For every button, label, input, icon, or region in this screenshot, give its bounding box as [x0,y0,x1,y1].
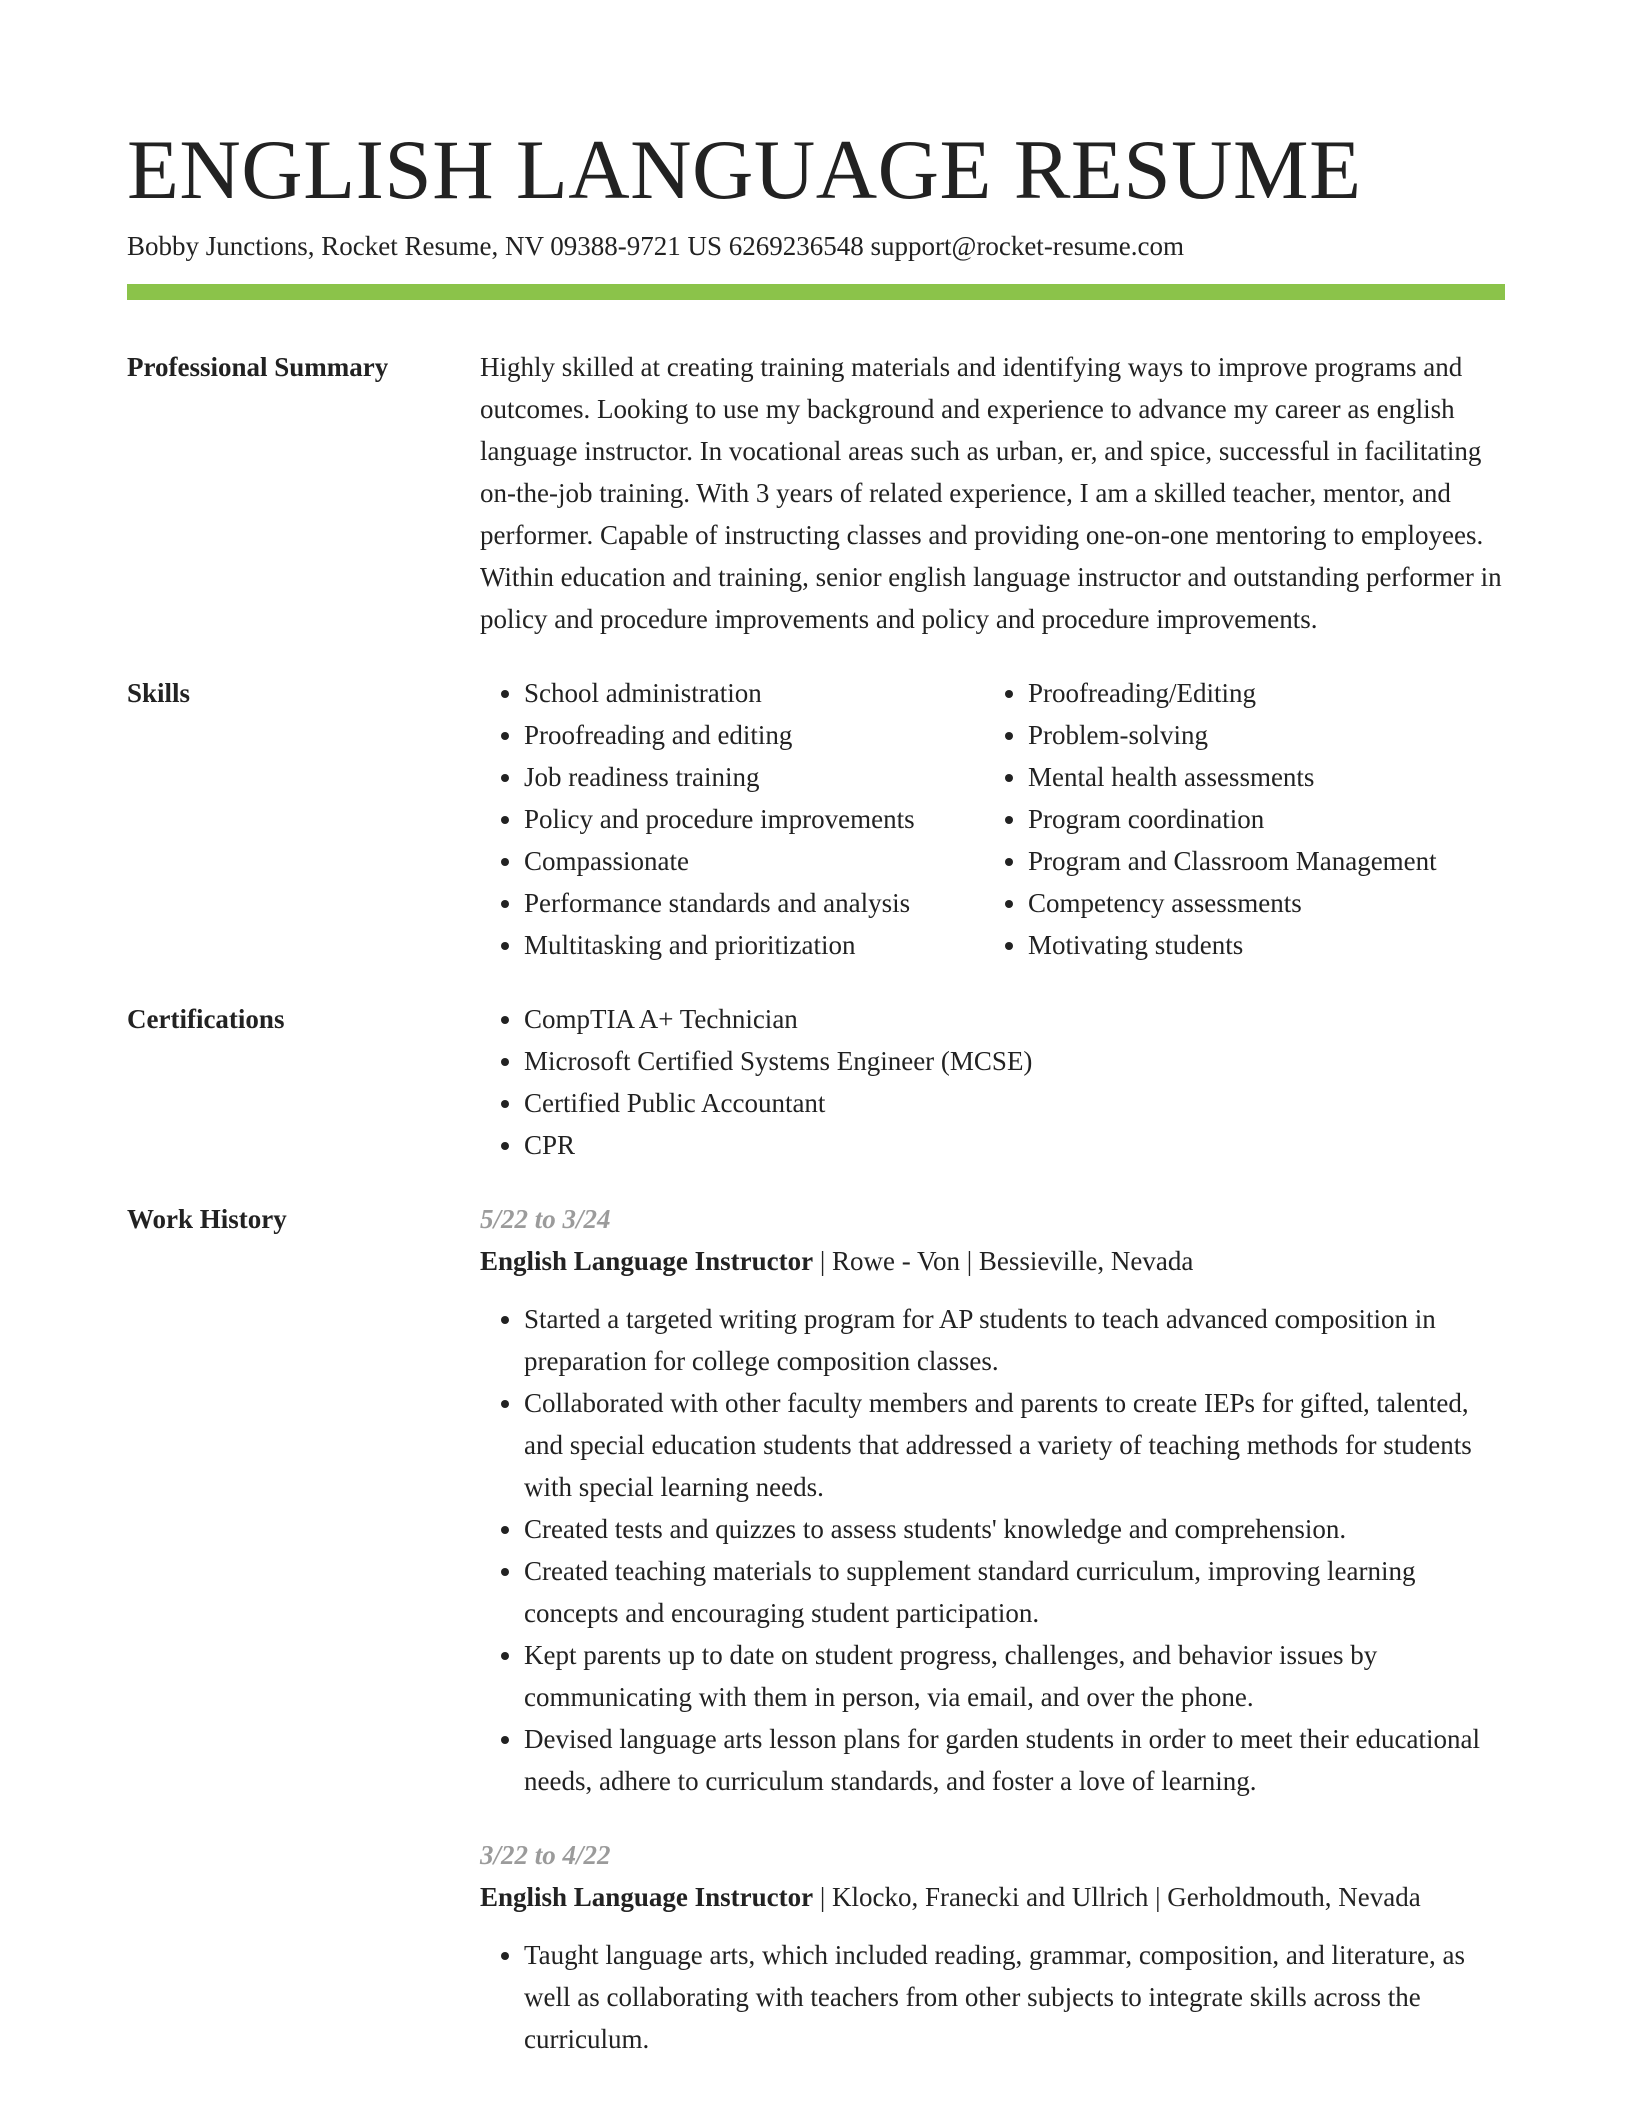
certification-item: • CompTIA A+ Technician [524,998,1505,1040]
skill-item: • Mental health assessments [1028,756,1437,798]
section-label-summary: Professional Summary [127,352,389,382]
job-dates: 5/22 to 3/24 [480,1204,611,1234]
certification-item: • CPR [524,1124,1505,1166]
certification-item: • Microsoft Certified Systems Engineer (MCSE) [524,1040,1505,1082]
job-dates: 3/22 to 4/22 [480,1840,611,1870]
job-bullet: • Devised language arts lesson plans for garden students in order to meet their educational needs, adhere to curriculum standards, and foster a love of learning. [524,1718,1505,1802]
job-bullet-list [480,1298,1505,1802]
section-label-skills: Skills [127,678,191,708]
contact-line: Bobby Junctions, Rocket Resume, NV 09388-9721 US 6269236548 support@rocket-resume.com [127,231,1185,261]
job-entry [480,1198,1505,1802]
job-bullet: • Taught language arts, which included reading, grammar, composition, and literature, as well as collaborating with teachers from other subjects to integrate skills across the curriculum. [524,1934,1505,2060]
skill-item: • Compassionate [524,840,984,882]
skill-item: • Motivating students [1028,924,1437,966]
skill-item: • Job readiness training [524,756,984,798]
work-history-section [127,1198,1505,2060]
summary-text: Highly skilled at creating training materials and identifying ways to improve programs and outcomes. Looking to use my background and experience to advance my career as english language instructor. In vocational areas such as urban, er, and spice, successful in facilitating on-the-job training. With 3 years of related experience, I am a skilled teacher, mentor, and performer. Capable of instructing classes and providing one-on-one mentoring to employees. Within education and training, senior english language instructor and outstanding performer in policy and procedure improvements and policy and procedure improvements. [480,352,1502,634]
section-label-certifications: Certifications [127,1004,285,1034]
work-history-body [480,1198,1505,2060]
job-heading [480,1876,1505,1918]
certifications-section [127,998,1505,1166]
job-bullet: • Created tests and quizzes to assess students' knowledge and comprehension. [524,1508,1505,1550]
summary-body [480,346,1505,640]
skill-item: • Policy and procedure improvements [524,798,984,840]
job-bullet: • Collaborated with other faculty members and parents to create IEPs for gifted, talented, and special education students that addressed a variety of teaching methods for students with special learning needs. [524,1382,1505,1508]
job-heading [480,1240,1505,1282]
skills-body [480,672,1505,966]
skill-item: • Proofreading/Editing [1028,672,1437,714]
skills-column-1 [480,672,984,966]
certifications-list [480,998,1505,1166]
job-details: | Klocko, Franecki and Ullrich | Gerholdmouth, Nevada [813,1882,1421,1912]
skill-item: • Program coordination [1028,798,1437,840]
skill-item: • Performance standards and analysis [524,882,984,924]
skill-item: • Problem-solving [1028,714,1437,756]
professional-summary-section [127,346,1505,640]
skill-item: • School administration [524,672,984,714]
skill-item: • Program and Classroom Management [1028,840,1437,882]
resume-title: ENGLISH LANGUAGE RESUME [127,123,1362,217]
job-title: English Language Instructor [480,1882,814,1912]
resume-page [127,120,1505,2060]
skill-item: • Competency assessments [1028,882,1437,924]
job-bullet: • Started a targeted writing program for AP students to teach advanced composition in preparation for college composition classes. [524,1298,1505,1382]
job-details: | Rowe - Von | Bessieville, Nevada [813,1246,1194,1276]
skills-grid [480,672,1505,966]
accent-divider [127,284,1505,300]
skills-section [127,672,1505,966]
job-bullet: • Kept parents up to date on student progress, challenges, and behavior issues by communicating with them in person, via email, and over the phone. [524,1634,1505,1718]
skill-item: • Multitasking and prioritization [524,924,984,966]
section-label-work-history: Work History [127,1204,287,1234]
certification-item: • Certified Public Accountant [524,1082,1505,1124]
skills-column-2 [984,672,1437,966]
skill-item: • Proofreading and editing [524,714,984,756]
job-bullet-list [480,1934,1505,2060]
job-bullet: • Created teaching materials to supplement standard curriculum, improving learning concepts and encouraging student participation. [524,1550,1505,1634]
certifications-body [480,998,1505,1166]
job-entry [480,1834,1505,2060]
job-title: English Language Instructor [480,1246,814,1276]
